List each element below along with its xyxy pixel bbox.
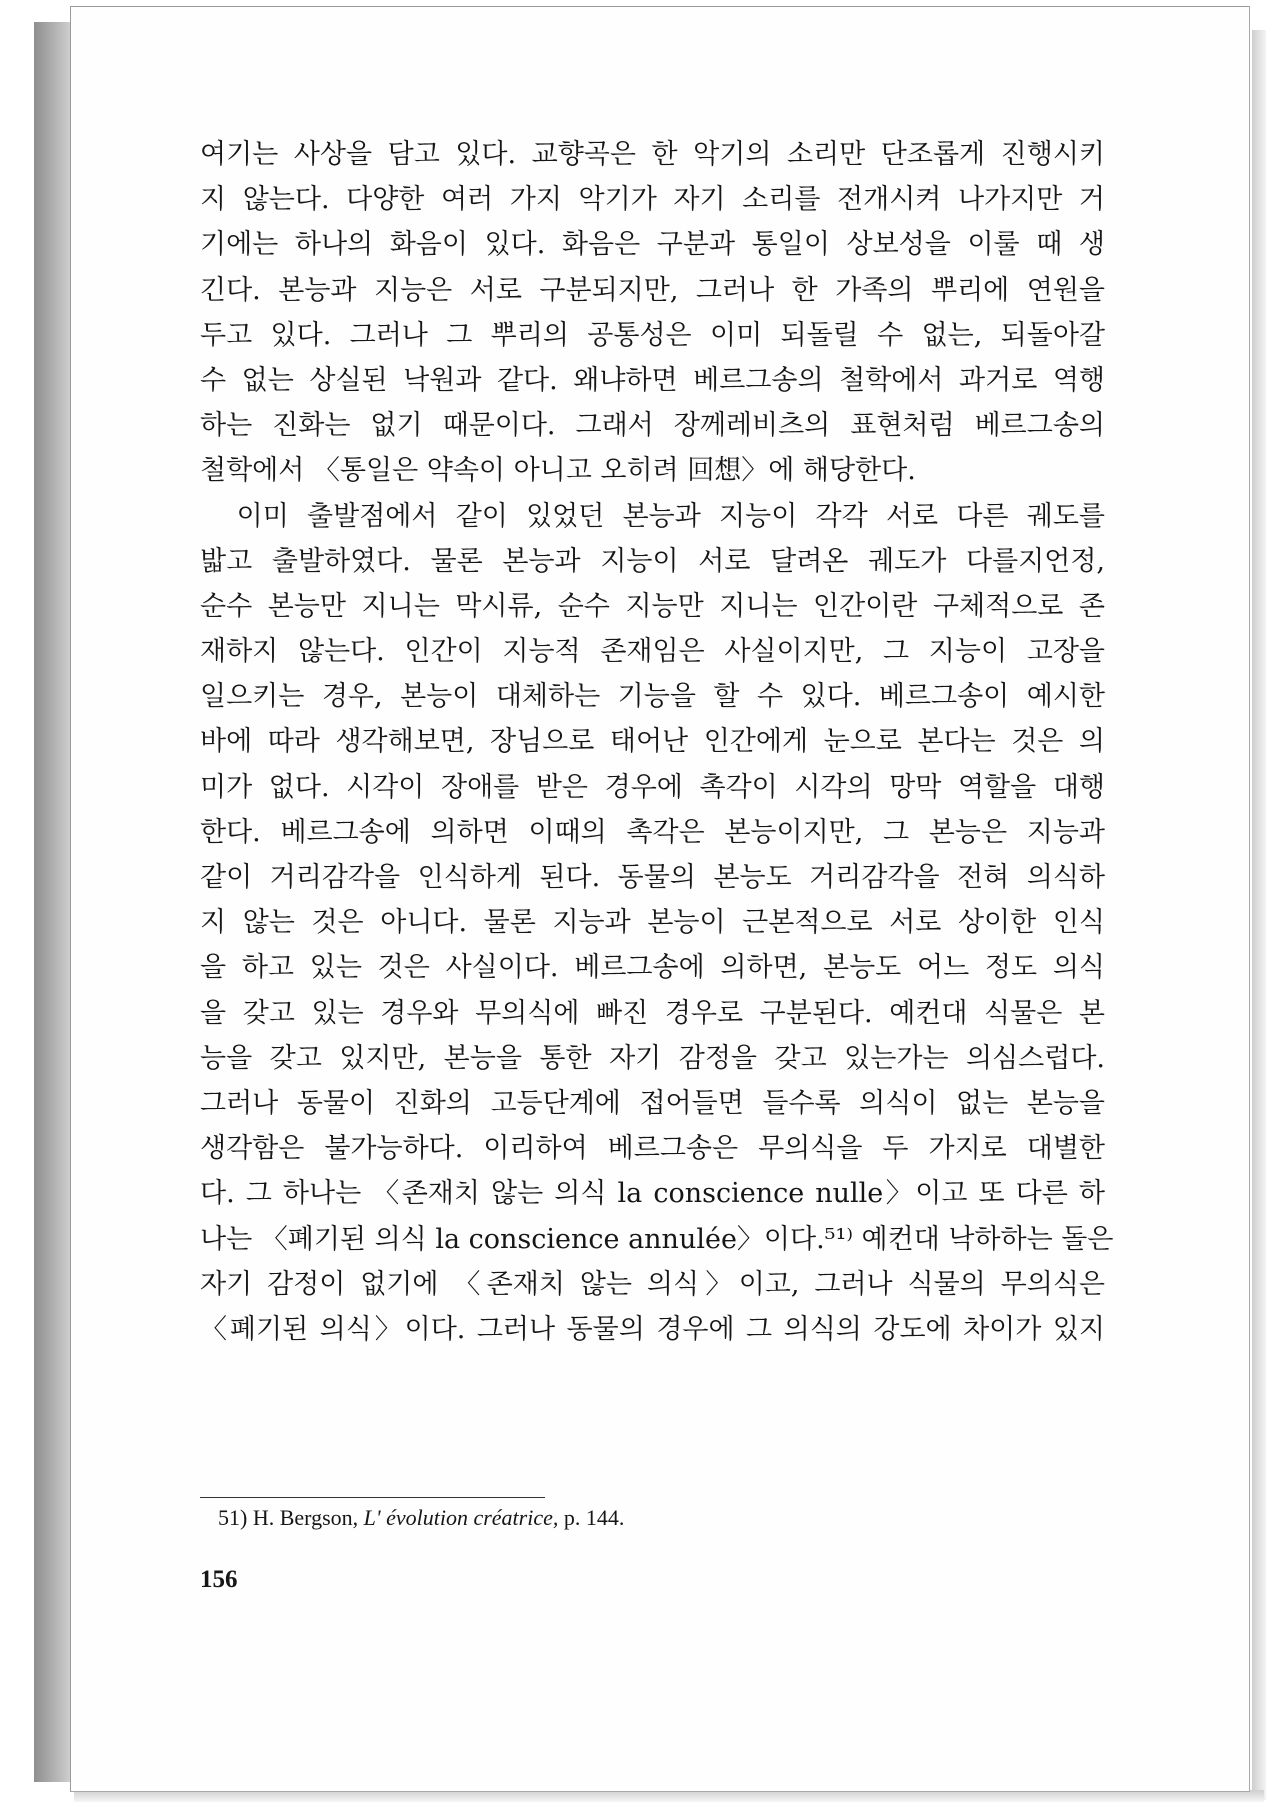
footnote-divider <box>200 1497 545 1498</box>
text-line: 바에 따라 생각해보면, 장님으로 태어난 인간에게 눈으로 본다는 것은 의 <box>200 726 1105 758</box>
text-line: 같이 거리감각을 인식하게 된다. 동물의 본능도 거리감각을 전혀 의식하 <box>200 862 1105 893</box>
text-line: 재하지 않는다. 인간이 지능적 존재임은 사실이지만, 그 지능이 고장을 <box>200 636 1105 668</box>
text-line: 철학에서 〈통일은 약속이 아니고 오히려 回想〉에 해당한다. <box>200 455 916 487</box>
text-line: 기에는 하나의 화음이 있다. 화음은 구분과 통일이 상보성을 이룰 때 생 <box>200 229 1105 261</box>
footnote-author: H. Bergson, <box>252 1505 359 1530</box>
text-line: 밟고 출발하였다. 물론 본능과 지능이 서로 달려온 궤도가 다를지언정, <box>200 545 1105 577</box>
text-line: 지 않는다. 다양한 여러 가지 악기가 자기 소리를 전개시켜 나가지만 거 <box>200 184 1105 216</box>
text-line: 그러나 동물이 진화의 고등단계에 접어들면 들수록 의식이 없는 본능을 <box>200 1087 1105 1119</box>
body-text <box>200 132 1114 1352</box>
text-line: 다. 그 하나는 〈존재치 않는 의식 la conscience nulle〉이고 또 다른 하 <box>200 1178 1105 1210</box>
text-line: 여기는 사상을 담고 있다. 교향곡은 한 악기의 소리만 단조롭게 진행시키 <box>200 139 1105 170</box>
text-line: 생각함은 불가능하다. 이리하여 베르그송은 무의식을 두 가지로 대별한 <box>200 1133 1105 1165</box>
text-line: 한다. 베르그송에 의하면 이때의 촉각은 본능이지만, 그 본능은 지능과 <box>200 816 1105 848</box>
text-line: 지 않는 것은 아니다. 물론 지능과 본능이 근본적으로 서로 상이한 인식 <box>200 907 1105 939</box>
text-line: 을 갖고 있는 경우와 무의식에 빠진 경우로 구분된다. 예컨대 식물은 본 <box>200 997 1105 1029</box>
text-line: 을 하고 있는 것은 사실이다. 베르그송에 의하면, 본능도 어느 정도 의식 <box>200 952 1105 984</box>
text-line: 일으키는 경우, 본능이 대체하는 기능을 할 수 있다. 베르그송이 예시한 <box>200 681 1105 713</box>
text-line: 두고 있다. 그러나 그 뿌리의 공통성은 이미 되돌릴 수 없는, 되돌아갈 <box>200 319 1105 351</box>
text-line: 미가 없다. 시각이 장애를 받은 경우에 촉각이 시각의 망막 역할을 대행 <box>200 771 1105 803</box>
page-number: 156 <box>200 1566 238 1593</box>
text-line: 자기 감정이 없기에 〈존재치 않는 의식〉이고, 그러나 식물의 무의식은 <box>200 1268 1105 1300</box>
footnote <box>218 1500 624 1536</box>
text-line: 〈폐기된 의식〉이다. 그러나 동물의 경우에 그 의식의 강도에 차이가 있지 <box>200 1313 1105 1345</box>
text-line: 이미 출발점에서 같이 있었던 본능과 지능이 각각 서로 다른 궤도를 <box>200 500 1105 532</box>
footnote-title: L' évolution créatrice, <box>363 1505 559 1530</box>
text-line: 긴다. 본능과 지능은 서로 구분되지만, 그러나 한 가족의 뿌리에 연원을 <box>200 274 1105 306</box>
book-spine-edge <box>34 22 74 1782</box>
footnote-marker: 51) <box>218 1505 248 1530</box>
text-line: 수 없는 상실된 낙원과 같다. 왜냐하면 베르그송의 철학에서 과거로 역행 <box>200 364 1105 396</box>
page-right-shadow <box>1252 30 1266 1800</box>
footnote-page: p. 144. <box>563 1505 625 1530</box>
text-line: 능을 갖고 있지만, 본능을 통한 자기 감정을 갖고 있는가는 의심스럽다. <box>200 1042 1105 1074</box>
text-line: 하는 진화는 없기 때문이다. 그래서 장께레비츠의 표현처럼 베르그송의 <box>200 410 1105 442</box>
text-line: 순수 본능만 지니는 막시류, 순수 지능만 지니는 인간이란 구체적으로 존 <box>200 590 1105 622</box>
text-line: 나는 〈폐기된 의식 la conscience annulée〉이다.⁵¹⁾ 예컨대 낙하하는 돌은 <box>200 1223 1114 1255</box>
